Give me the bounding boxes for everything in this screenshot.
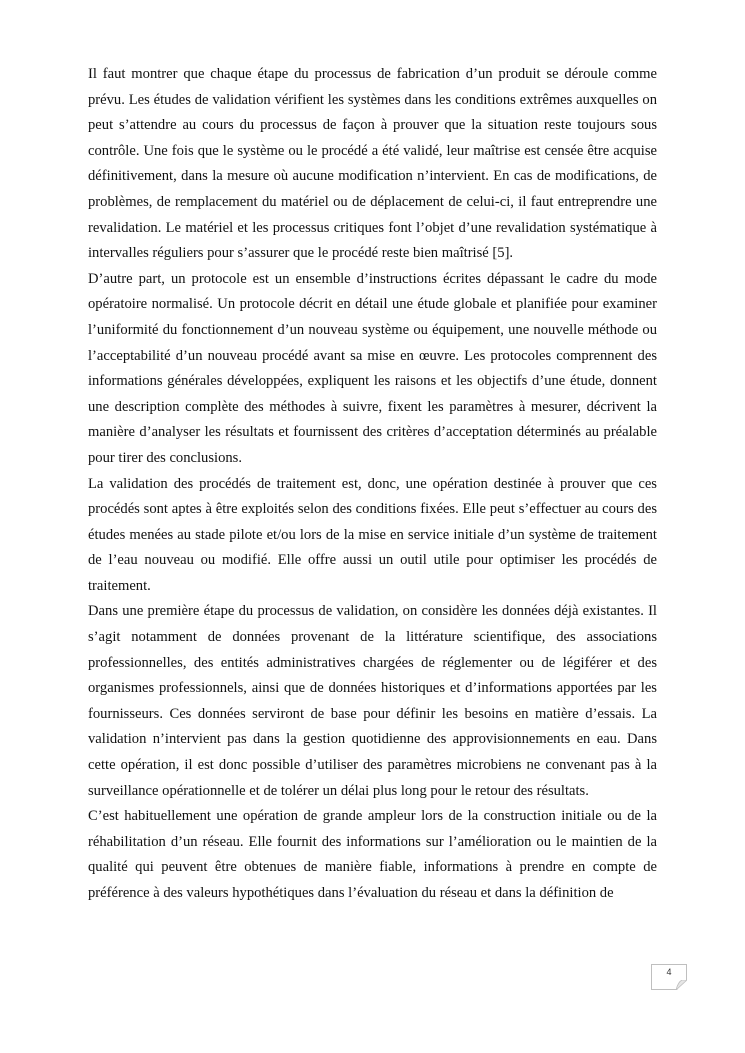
paragraph-validation-procedes: La validation des procédés de traitement est, donc, une opération destinée à prouver que ces procédés sont aptes à être exploités selon des conditions fixées. Elle peut s’effectuer au cours des études menées au stade pilote et/ou lors de la mise en service initiale d’un système de traitement de l’eau nouveau ou modifié. Elle offre aussi un outil utile pour optimiser les procédés de traitement.	[88, 475, 657, 594]
page-corner-fold-icon	[676, 980, 687, 990]
paragraph-protocole: D’autre part, un protocole est un ensemble d’instructions écrites dépassant le cadre du mode opératoire normalisé. Un protocole décrit en détail une étude globale et planifiée pour examiner l’uniformité du fonctionnement d’un nouveau système ou équipement, une nouvelle méthode ou l’acceptabilité d’un nouveau procédé avant sa mise en œuvre. Les protocoles comprennent des informations générales développées, expliquent les raisons et les objectifs d’une étude, donnent une description complète des méthodes à suivre, fixent les paramètres à mesurer, décrivent la manière d’analyser les résultats et fournissent des critères d’acceptation déterminés au préalable pour tirer des conclusions.	[88, 270, 657, 466]
page-number: 4	[666, 967, 672, 977]
paragraph-premiere-etape: Dans une première étape du processus de validation, on considère les données déjà existantes. Il s’agit notamment de données provenant de la littérature scientifique, des associations professionnelles, des entités administratives chargées de réglementer ou de légiférer et des organismes professionnels, ainsi que de données historiques et d’informations apportées par les fournisseurs. Ces données serviront de base pour définir les besoins en matière d’essais. La validation n’intervient pas dans la gestion quotidienne des approvisionnements en eau. Dans cette opération, il est donc possible d’utiliser des paramètres microbiens ne convenant pas à la surveillance opérationnelle et de tolérer un délai plus long pour le retour des résultats.	[88, 603, 657, 799]
paragraph-validation-etapes: Il faut montrer que chaque étape du processus de fabrication d’un produit se déroule comme prévu. Les études de validation vérifient les systèmes dans les conditions extrêmes auxquelles on peut s’attendre au cours du processus de façon à prouver que la situation reste toujours sous contrôle. Une fois que le système ou le procédé a été validé, leur maîtrise est censée être acquise définitivement, dans la mesure où aucune modification n’intervient. En cas de modifications, de problèmes, de remplacement du matériel ou de déplacement de celui-ci, il faut entreprendre une revalidation. Le matériel et les processus critiques font l’objet d’une revalidation systématique à intervalles réguliers pour s’assurer que le procédé reste bien maîtrisé [5].	[88, 66, 657, 262]
body-text	[88, 62, 657, 907]
paragraph-operation-ampleur: C’est habituellement une opération de grande ampleur lors de la construction initiale ou de la réhabilitation d’un réseau. Elle fournit des informations sur l’amélioration ou le maintien de la qualité qui peuvent être obtenues de manière fiable, informations à prendre en compte de préférence à des valeurs hypothétiques dans l’évaluation du réseau et dans la définition de	[88, 808, 657, 901]
